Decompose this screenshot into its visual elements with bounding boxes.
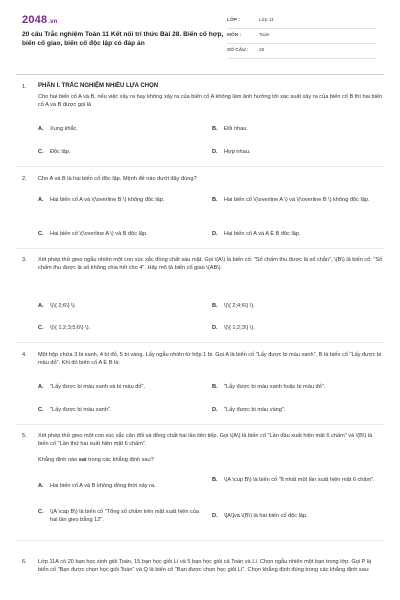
- question-text: Cho A và B là hai biến cố độc lập. Mệnh đề nào dưới đây đúng?: [38, 176, 197, 182]
- question-number: 6.: [22, 559, 27, 565]
- question-number: 5.: [22, 433, 27, 439]
- page-title: 20 câu Trắc nghiệm Toán 11 Kết nối tri thức Bài 28. Biến cố hợp, biến cố giao, biến cố độc lập có đáp án: [22, 31, 224, 47]
- answer-option-b[interactable]: [212, 196, 384, 204]
- option-label: C.: [38, 509, 44, 515]
- question-divider: [16, 540, 384, 541]
- question-text: Xét phép thử gieo ngẫu nhiên một con xúc xắc đồng chất sáu mặt. Gọi \(A\) là biến cố: "Số chấm thu được là số chẵn", \(B\) là biến cố: "Số chấm thu được là số không chia hết cho 4". Hãy mô tả biến cố giao \(AB\).: [38, 257, 383, 272]
- option-text: Xung khắc.: [50, 126, 78, 132]
- question-text: Xét phép thử gieo một con xúc xắc cân đối và đồng chất hai lần liên tiếp. Gọi \(A\) là biến cố "Lần đầu xuất hiện mặt 6 chấm" và \(B\) là biến cố "Lần thứ hai xuất hiện mặt 6 chấm".: [38, 433, 373, 448]
- answer-option-a[interactable]: [38, 302, 200, 310]
- option-text: "Lấy được bi màu vàng".: [224, 407, 286, 413]
- answer-option-a[interactable]: [38, 125, 200, 133]
- option-label: D.: [212, 231, 218, 237]
- question-number: 2.: [22, 176, 27, 182]
- option-label: A.: [38, 197, 44, 203]
- answer-option-c[interactable]: [38, 508, 205, 524]
- answer-option-a[interactable]: [38, 196, 200, 204]
- answer-option-b[interactable]: [212, 125, 374, 133]
- option-label: C.: [38, 231, 44, 237]
- option-label: A.: [38, 126, 44, 132]
- subtext-suffix: trong các khẳng định sau?: [86, 457, 154, 463]
- option-text: \(A \cup B\) là biến cố "Ít nhất một lần xuất hiện mặt 6 chấm".: [224, 477, 375, 483]
- answer-option-c[interactable]: [38, 230, 200, 238]
- answer-option-d[interactable]: [212, 512, 384, 520]
- option-label: A.: [38, 303, 44, 309]
- option-label: B.: [212, 126, 218, 132]
- question-divider: [16, 166, 384, 167]
- question-text: Một hộp chứa 3 bi xanh, 4 bi đỏ, 5 bi vàng. Lấy ngẫu nhiên từ hộp 1 bi. Gọi A là biến cố "Lấy được bi màu xanh", B là biến cố "Lấy được bi màu đỏ". Khi đó biến cố A È B là:: [38, 352, 382, 367]
- question-text: Lớp 11A có 20 bạn học sinh giỏi Toán, 15 bạn học giỏi Lí và 5 bạn học giỏi cả Toán và Lí. Chọn ngẫu nhiên một bạn trong lớp. Gọi P là biến cố "Bạn được chọn học giỏi Toán" và Q là biến cố "Bạn được chọn học giỏi Lí". Chọn khẳng định đúng trong các khẳng định sau:: [38, 559, 372, 574]
- option-label: B.: [212, 303, 218, 309]
- meta-label: MÔN :: [227, 32, 242, 38]
- header-divider: [16, 74, 384, 75]
- option-text: "Lấy được bi màu xanh hoặc bi màu đỏ".: [224, 384, 326, 390]
- logo-text: 2048: [22, 14, 48, 26]
- option-text: Hai biến cố A và B không đồng thời xảy ra.: [50, 483, 156, 489]
- option-label: A.: [38, 483, 44, 489]
- question-divider: [16, 248, 384, 249]
- meta-row-subject: [227, 29, 377, 44]
- option-text: \(\{ 1;2;3\} \).: [224, 325, 255, 331]
- option-label: D.: [212, 407, 218, 413]
- answer-option-c[interactable]: [38, 406, 200, 414]
- option-label: B.: [212, 197, 218, 203]
- question-divider: [16, 424, 384, 425]
- page-header: [0, 0, 400, 62]
- option-text: Đối nhau.: [224, 126, 248, 132]
- meta-value: Lớp 11: [259, 17, 274, 23]
- meta-label: LỚP :: [227, 17, 241, 23]
- answer-option-d[interactable]: [212, 406, 374, 414]
- option-text: \[A\]và \(B\) là hai biến cố độc lập.: [224, 513, 308, 519]
- site-logo[interactable]: [22, 13, 58, 29]
- answer-option-b[interactable]: [212, 302, 374, 310]
- meta-table: [227, 14, 377, 59]
- option-text: \(\{ 2;6\} \).: [50, 303, 77, 309]
- option-label: C.: [38, 325, 44, 331]
- answer-option-b[interactable]: [212, 383, 384, 391]
- answer-option-a[interactable]: [38, 383, 200, 391]
- answer-option-d[interactable]: [212, 230, 374, 238]
- question-number: 4.: [22, 352, 27, 358]
- subtext-emphasis: sai: [78, 457, 87, 463]
- option-label: A.: [38, 384, 44, 390]
- option-text: Hai biến cố \(\overline A \) và \(\overline B \) không độc lập.: [224, 197, 370, 203]
- meta-row-count: [227, 44, 377, 59]
- meta-row-grade: [227, 14, 377, 29]
- answer-option-b[interactable]: [212, 476, 384, 484]
- option-text: Độc lập.: [50, 149, 71, 155]
- option-label: B.: [212, 477, 218, 483]
- option-label: D.: [212, 149, 218, 155]
- option-text: "Lấy được bi màu xanh".: [50, 407, 112, 413]
- answer-option-c[interactable]: [38, 324, 200, 332]
- subtext-prefix: Khẳng định nào: [38, 457, 79, 463]
- answer-option-a[interactable]: [38, 482, 210, 490]
- option-text: "Lấy được bi màu xanh và bi màu đỏ".: [50, 384, 146, 390]
- section-title: PHẦN I. TRẮC NGHIỆM NHIỀU LỰA CHỌN: [38, 83, 159, 89]
- answer-option-d[interactable]: [212, 148, 374, 156]
- question-subtext: [38, 456, 383, 464]
- answer-option-c[interactable]: [38, 148, 200, 156]
- meta-value: 25: [259, 47, 265, 53]
- meta-value: Toán: [259, 32, 270, 38]
- option-text: Hợp nhau.: [224, 149, 251, 155]
- meta-label: SỐ CÂU :: [227, 47, 249, 53]
- option-text: \(\{ 2;4;6\} \).: [224, 303, 255, 309]
- option-label: C.: [38, 149, 44, 155]
- option-text: \(\{ 1;2;3;5;6\} \).: [50, 325, 91, 331]
- option-label: C.: [38, 407, 44, 413]
- option-label: D.: [212, 513, 218, 519]
- option-text: Hai biến cố \(\overline A \) và B độc lập.: [50, 231, 148, 237]
- question-divider: [16, 342, 384, 343]
- question-number: 3.: [22, 257, 27, 263]
- option-text: Hai biến cố A và \(\overline B \) không độc lập.: [50, 197, 165, 203]
- option-label: D.: [212, 325, 218, 331]
- logo-tld: .vn: [48, 19, 58, 25]
- option-label: B.: [212, 384, 218, 390]
- answer-option-d[interactable]: [212, 324, 374, 332]
- option-text: \(A \cap B\) là biến cố "Tổng số chấm trên mặt xuất hiện của hai lần gieo bằng 12".: [50, 509, 200, 524]
- question-text: Cho hai biến cố A và B, nếu việc xảy ra hay không xảy ra của biến cố A không làm ảnh hưởng tới xác suất xảy ra của biến cố B thì hai biến cố A và B được gọi là: [38, 94, 383, 109]
- question-number: 1.: [22, 84, 27, 90]
- option-text: Hai biến cố A và A È B độc lập.: [224, 231, 301, 237]
